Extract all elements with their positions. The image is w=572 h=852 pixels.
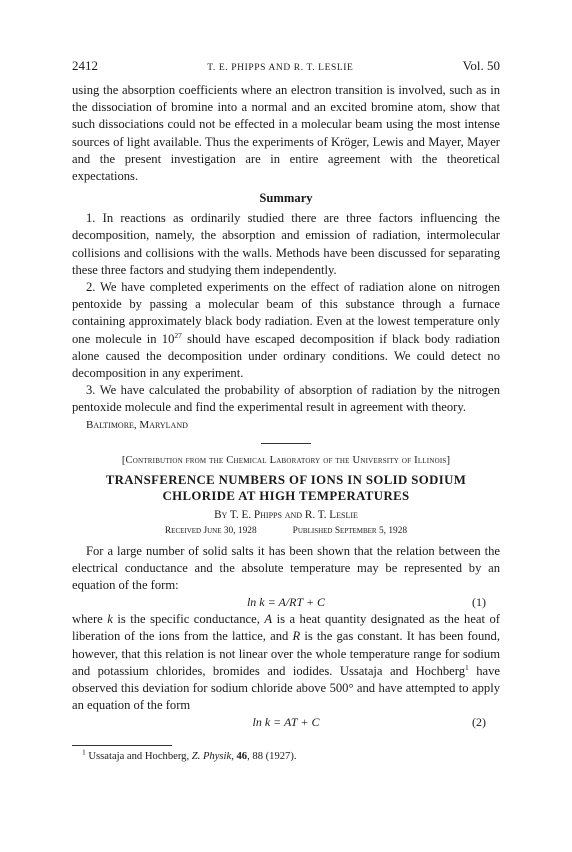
equation-1 — [72, 594, 500, 611]
footnote — [82, 747, 500, 764]
summary-item-1: 1. In reactions as ordinarily studied there are three factors influencing the decomposition, namely, the absorption and emission of radiation, intermolecular collisions and collisions with the walls. Methods have been discussed for separating these three factors and studying them independently. — [72, 211, 500, 277]
equation-2 — [72, 714, 500, 731]
footnote-text-a: Ussataja and Hochberg, — [85, 751, 192, 763]
summary-item-2 — [72, 279, 500, 382]
var-k: k — [107, 612, 113, 627]
summary-item-2-rest: should have escaped decomposition if black body radiation alone caused the decomposition under ordinary conditions. We could detect no decomposition in any experiment. — [72, 331, 500, 381]
var-R: R — [292, 629, 301, 644]
var-A: A — [264, 612, 273, 627]
running-header — [72, 58, 500, 74]
para2-text-e: have observed this deviation for sodium chloride above 500° and have attempted to apply an equation of the form — [72, 663, 501, 713]
footnote-rule — [72, 745, 172, 746]
volume-label: Vol. 50 — [462, 58, 500, 73]
article-paragraph-1: For a large number of solid salts it has been shown that the relation between the electrical conductance and the absolute temperature may be represented by an equation of the form: — [72, 543, 500, 593]
article-title-line-1: TRANSFERENCE NUMBERS OF IONS IN SOLID SODIUM — [105, 472, 467, 487]
footnote-marker: 1 — [82, 747, 86, 757]
footnote-text-b: , — [231, 751, 237, 763]
para2-text-b: is the specific conductance, — [112, 612, 265, 627]
para2-text-a: where — [72, 612, 108, 627]
summary-item-3: 3. We have calculated the probability of absorption of radiation by the nitrogen pentoxide molecule and find the experimental result in agreement with theory. — [72, 383, 500, 415]
equation-1-number: (1) — [472, 595, 486, 610]
footnote-journal: Z. Physik — [191, 751, 232, 763]
byline: By T. E. Phipps and R. T. Leslie — [214, 508, 358, 521]
footnote-text-c: , 88 (1927). — [247, 751, 297, 763]
article-title-line-2: CHLORIDE AT HIGH TEMPERATURES — [162, 488, 410, 503]
equation-1-formula: ln k = A/RT + C — [246, 595, 326, 610]
received-date: Received June 30, 1928 — [164, 525, 257, 536]
equation-2-number: (2) — [472, 715, 486, 730]
contribution-line: [Contribution from the Chemical Laboratory of the University of Illinois] — [121, 454, 451, 466]
equation-2-formula: ln k = AT + C — [252, 715, 320, 730]
article-title — [72, 472, 500, 504]
footnote-volume: 46 — [236, 751, 248, 763]
footnote-ref: 1 — [465, 662, 469, 672]
intro-paragraph: using the absorption coefficients where an electron transition is involved, such as in the dissociation of bromine into a normal and an excited bromine atom, show that such dissociations could not be effected in a molecular beam using the most intense sources of light available. Thus the experiments of Kröger, Lewis and Mayer, Mayer and the present investigation are in entire agreement with the theoretical expectations. — [72, 83, 500, 184]
section-divider — [261, 443, 311, 444]
location-line: Baltimore, Maryland — [86, 418, 188, 431]
page-number: 2412 — [72, 58, 98, 73]
summary-heading: Summary — [259, 191, 313, 206]
article-paragraph-2 — [72, 611, 500, 714]
published-date: Published September 5, 1928 — [292, 525, 408, 536]
para2-text-d: is the gas constant. It has been found, however, that this relation is not linear over the whole temperature range for sodium and potassium chlorides, bromides and iodides. Ussataja and Hochberg — [72, 629, 500, 678]
summary-item-2-text: 2. We have completed experiments on the effect of radiation alone on nitrogen pentoxide by passing a molecular beam of this substance through a furnace containing approximately black body radiation. Even at the lowest temperature only one molecule in 10 — [72, 280, 500, 346]
running-authors: T. E. PHIPPS AND R. T. LESLIE — [207, 63, 354, 73]
article-dates — [72, 525, 500, 538]
journal-page — [72, 58, 500, 764]
exponent: 27 — [174, 330, 182, 340]
para2-text-c: is a heat quantity designated as the heat of liberation of the ions from the lattice, and — [72, 612, 500, 644]
